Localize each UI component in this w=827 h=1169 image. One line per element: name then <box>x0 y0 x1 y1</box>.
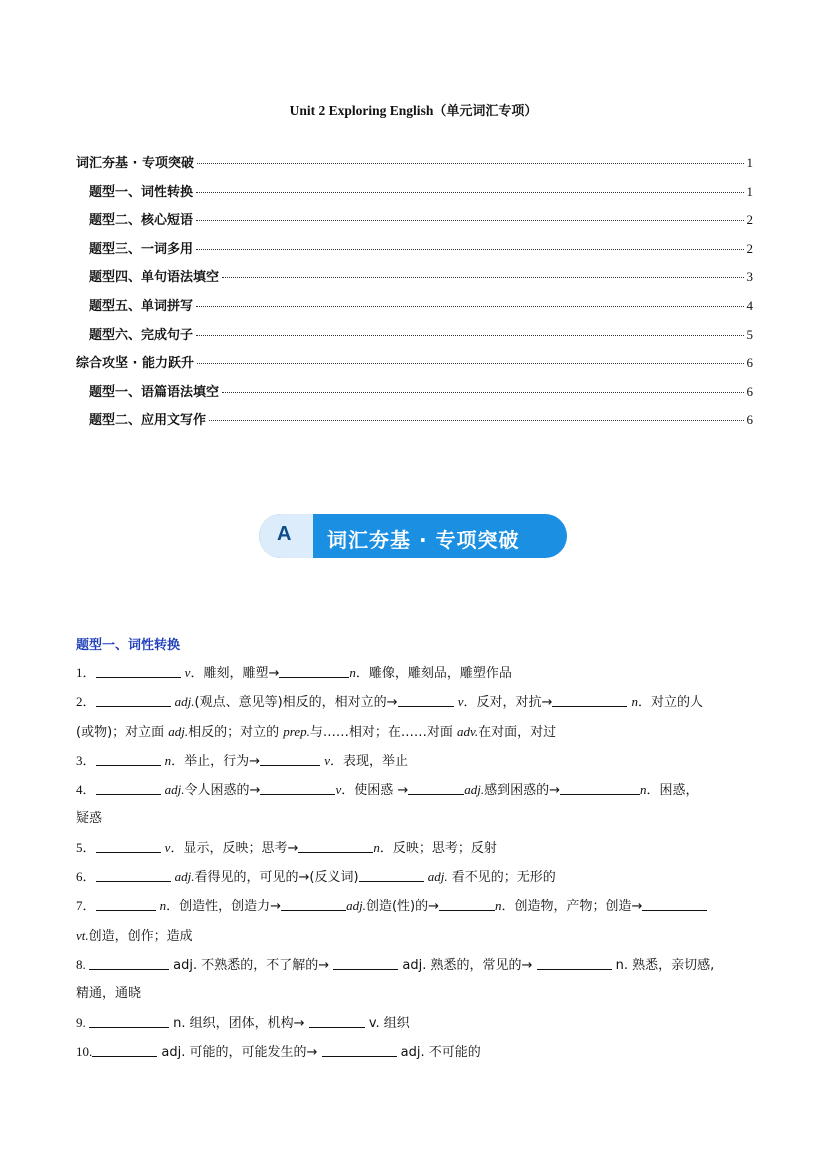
table-of-contents <box>76 152 753 438</box>
answer-blank[interactable] <box>260 781 335 795</box>
exercise-item: 5． v．显示，反映；思考→ n．反映；思考；反射 <box>76 839 497 856</box>
toc-leader <box>196 192 743 193</box>
toc-leader <box>222 277 743 278</box>
answer-blank[interactable] <box>260 752 320 766</box>
answer-blank[interactable] <box>552 693 627 707</box>
toc-entry[interactable]: 题型二、核心短语 2 <box>89 212 753 229</box>
document-title <box>0 100 827 119</box>
answer-blank[interactable] <box>89 1014 169 1028</box>
answer-blank[interactable] <box>96 752 161 766</box>
toc-leader <box>197 363 744 364</box>
exercise-item: 4． adj.令人困惑的→ v．使困惑 → adj.感到困惑的→ n．困惑， 疑惑 <box>76 782 699 827</box>
exercise-list <box>76 659 756 1067</box>
section-title: 题型一、词性转换 <box>76 638 181 653</box>
toc-leader <box>196 220 743 221</box>
answer-blank[interactable] <box>96 868 171 882</box>
toc-leader <box>209 420 743 421</box>
answer-blank[interactable] <box>96 897 156 911</box>
exercise-item: 6． adj.看得见的，可见的→(反义词) adj. 看不见的；无形的 <box>76 869 556 886</box>
toc-leader <box>222 392 743 393</box>
toc-leader <box>197 163 744 164</box>
banner-text: 词汇夯基 · 专项突破 <box>327 528 520 552</box>
banner-letter: A <box>277 523 292 545</box>
answer-blank[interactable] <box>642 897 707 911</box>
title-english: Unit 2 Exploring English <box>289 103 434 118</box>
answer-blank[interactable] <box>89 956 169 970</box>
answer-blank[interactable] <box>439 897 495 911</box>
section-banner <box>259 514 567 558</box>
toc-entry[interactable]: 综合攻坚 · 能力跃升 6 <box>76 355 753 372</box>
exercise-item: 1． v．雕刻，雕塑→ n．雕像，雕刻品，雕塑作品 <box>76 665 512 681</box>
answer-blank[interactable] <box>298 839 373 853</box>
toc-entry[interactable]: 词汇夯基 · 专项突破 1 <box>76 155 753 171</box>
answer-blank[interactable] <box>92 1043 157 1057</box>
toc-leader <box>196 306 743 307</box>
toc-entry[interactable]: 题型六、完成句子 5 <box>89 326 753 343</box>
answer-blank[interactable] <box>96 781 161 795</box>
exercise-item: 7． n．创造性，创造力→ adj.创造(性)的→ n．创造物，产物；创造→ vt.创造，创作；造成 <box>76 892 756 951</box>
answer-blank[interactable] <box>279 664 349 678</box>
toc-leader <box>196 249 743 250</box>
toc-entry[interactable]: 题型一、语篇语法填空 6 <box>89 383 753 400</box>
toc-entry[interactable]: 题型一、词性转换 1 <box>89 183 753 200</box>
answer-blank[interactable] <box>537 956 612 970</box>
exercise-item: 8. adj. 不熟悉的，不了解的→ adj. 熟悉的，常见的→ n. 熟悉，亲切感, 精通，通晓 <box>76 956 715 1002</box>
answer-blank[interactable] <box>322 1043 397 1057</box>
title-chinese: （单元词汇专项） <box>433 104 538 119</box>
answer-blank[interactable] <box>309 1014 365 1028</box>
answer-blank[interactable] <box>281 897 346 911</box>
answer-blank[interactable] <box>96 664 181 678</box>
toc-entry[interactable]: 题型三、一词多用 2 <box>89 240 753 257</box>
toc-entry[interactable]: 题型五、单词拼写 4 <box>89 297 753 314</box>
toc-entry[interactable]: 题型四、单句语法填空 3 <box>89 269 753 286</box>
answer-blank[interactable] <box>398 693 454 707</box>
answer-blank[interactable] <box>560 781 640 795</box>
answer-blank[interactable] <box>96 693 171 707</box>
toc-leader <box>196 335 743 336</box>
answer-blank[interactable] <box>408 781 464 795</box>
answer-blank[interactable] <box>96 839 161 853</box>
exercise-item: 9. n. 组织，团体，机构→ v. 组织 <box>76 1014 410 1031</box>
exercise-item: 10. adj. 可能的，可能发生的→ adj. 不可能的 <box>76 1043 481 1060</box>
exercise-item: 3． n．举止，行为→ v．表现，举止 <box>76 752 408 769</box>
toc-entry[interactable]: 题型二、应用文写作 6 <box>89 412 753 429</box>
answer-blank[interactable] <box>333 956 398 970</box>
exercise-item: 2． adj.(观点、意见等)相反的，相对立的→ v．反对，对抗→ n．对立的人 (或物)；对立面 adj.相反的；对立的 prep.与……相对；在……对面 adv.在对面，对过 <box>76 694 704 740</box>
answer-blank[interactable] <box>359 868 424 882</box>
